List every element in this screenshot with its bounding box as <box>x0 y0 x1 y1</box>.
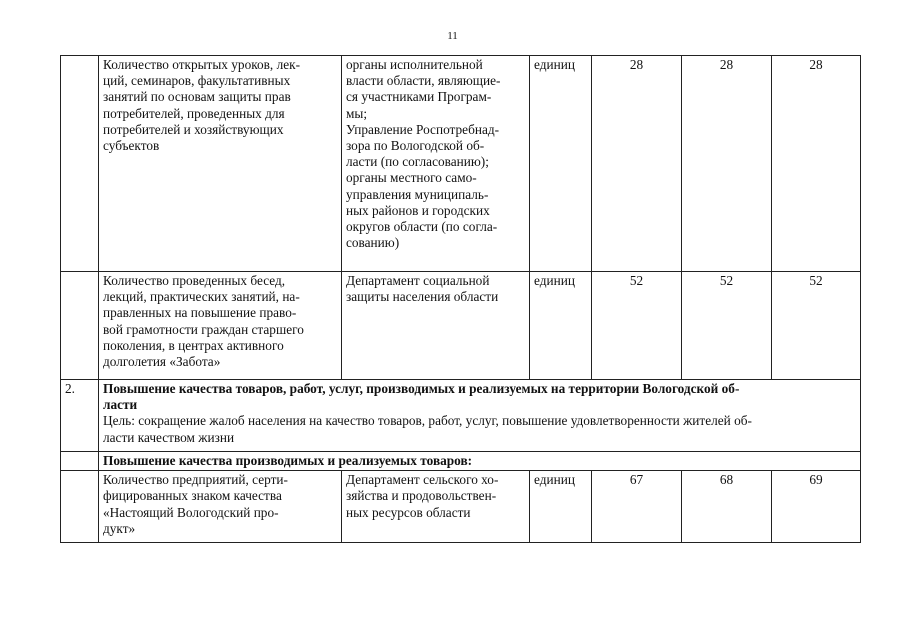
indicator-text: фицированных знаком качества <box>103 488 282 504</box>
table-row <box>61 56 861 272</box>
row-number-cell <box>61 471 99 543</box>
executor-text: власти области, являющие- <box>346 73 501 89</box>
section-cell <box>99 380 861 452</box>
page-number: 11 <box>447 30 458 42</box>
executor-text: мы; <box>346 105 368 121</box>
indicator-cell <box>99 471 342 543</box>
executor-text: органы исполнительной <box>346 57 483 72</box>
value-cell-year-3: 52 <box>772 272 861 380</box>
indicator-text: вой грамотности граждан старшего <box>103 321 304 337</box>
indicator-text: потребителей и хозяйствующих <box>103 121 284 137</box>
indicator-text: долголетия «Забота» <box>103 354 221 370</box>
value-cell-year-1: 67 <box>592 471 682 543</box>
indicator-text: занятий по основам защиты прав <box>103 89 291 105</box>
executor-text: зяйства и продовольствен- <box>346 488 497 504</box>
indicator-text: субъектов <box>103 138 160 154</box>
row-number-cell <box>61 56 99 272</box>
section-number: 2. <box>61 380 99 452</box>
row-number-cell <box>61 272 99 380</box>
value-cell-year-1: 28 <box>592 56 682 272</box>
value-cell-year-2: 68 <box>682 471 772 543</box>
indicator-text: ций, семинаров, факультативных <box>103 73 291 89</box>
indicator-text: лекций, практических занятий, на- <box>103 289 300 305</box>
executor-text: органы местного само- <box>346 170 477 186</box>
executor-text: сованию) <box>346 235 400 251</box>
executor-text: ся участниками Програм- <box>346 89 492 105</box>
indicator-cell <box>99 272 342 380</box>
value-cell-year-3: 69 <box>772 471 861 543</box>
executor-text: округов области (по согла- <box>346 219 498 235</box>
unit-cell: единиц <box>530 272 592 380</box>
value-cell-year-2: 52 <box>682 272 772 380</box>
executor-text: ных районов и городских <box>346 202 490 218</box>
section-goal: Цель: сокращение жалоб населения на качество товаров, работ, услуг, повышение удовлетворенности жителей об- <box>103 413 752 429</box>
subsection-title: Повышение качества производимых и реализуемых товаров: <box>99 452 861 471</box>
indicator-cell <box>99 56 342 272</box>
section-title: ласти <box>103 397 138 413</box>
executor-text: Управление Роспотребнад- <box>346 121 500 137</box>
indicator-text: дукт» <box>103 520 136 536</box>
executor-cell <box>342 471 530 543</box>
indicator-text: потребителей, проведенных для <box>103 105 285 121</box>
executor-text: Департамент сельского хо- <box>346 472 499 488</box>
row-number-cell <box>61 452 99 471</box>
subsection-row <box>61 452 861 471</box>
section-row <box>61 380 861 452</box>
executor-text: Департамент социальной <box>346 273 490 288</box>
indicator-text: правленных на повышение право- <box>103 305 297 321</box>
value-cell-year-3: 28 <box>772 56 861 272</box>
indicators-table <box>60 55 861 543</box>
table-row <box>61 471 861 543</box>
executor-text: зора по Вологодской об- <box>346 138 485 154</box>
indicator-text: «Настоящий Вологодский про- <box>103 504 279 520</box>
value-cell-year-2: 28 <box>682 56 772 272</box>
value-cell-year-1: 52 <box>592 272 682 380</box>
executor-text: защиты населения области <box>346 289 499 305</box>
indicator-text: Количество проведенных бесед, <box>103 273 286 288</box>
section-goal: ласти качеством жизни <box>103 429 235 445</box>
executor-text: управления муниципаль- <box>346 186 489 202</box>
executor-cell <box>342 272 530 380</box>
executor-text: ласти (по согласованию); <box>346 154 489 170</box>
section-title: Повышение качества товаров, работ, услуг, производимых и реализуемых на территории Вологодской об- <box>103 381 740 396</box>
table-row <box>61 272 861 380</box>
executor-text: ных ресурсов области <box>346 504 471 520</box>
unit-cell: единиц <box>530 471 592 543</box>
indicator-text: Количество открытых уроков, лек- <box>103 57 300 72</box>
unit-cell: единиц <box>530 56 592 272</box>
indicator-text: поколения, в центрах активного <box>103 337 284 353</box>
executor-cell <box>342 56 530 272</box>
indicator-text: Количество предприятий, серти- <box>103 472 288 488</box>
